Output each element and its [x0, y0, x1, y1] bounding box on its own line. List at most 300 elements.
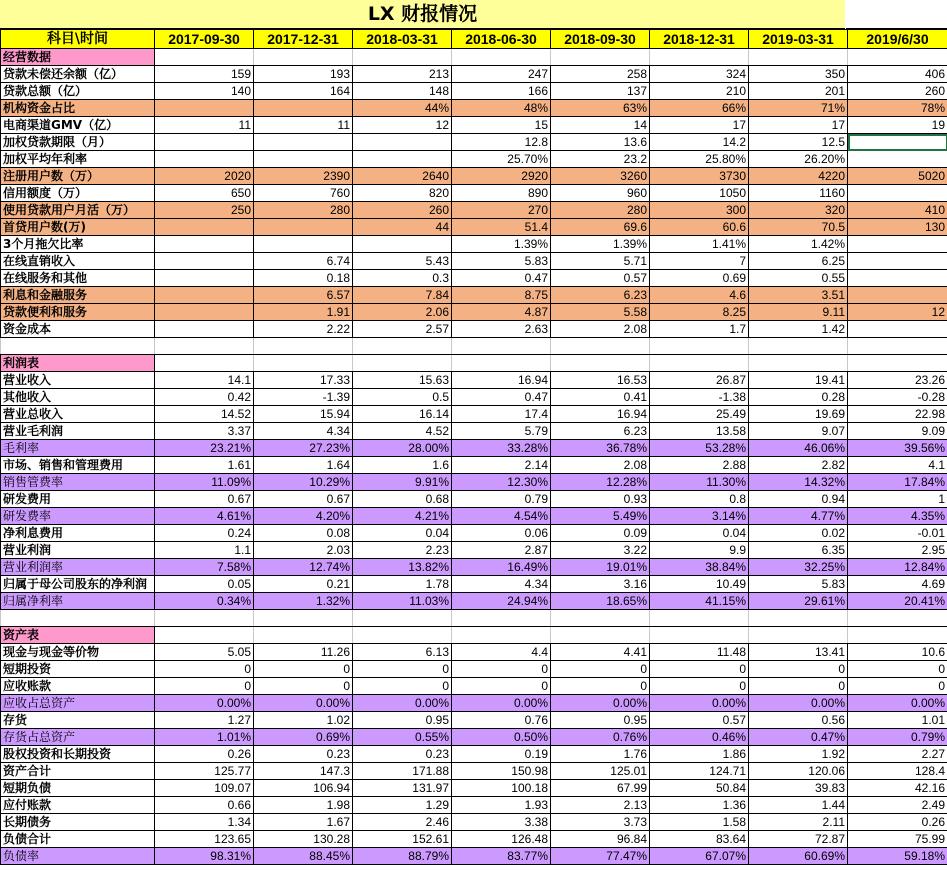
value-cell[interactable]: 0.79% — [848, 729, 947, 746]
empty-cell[interactable] — [846, 0, 947, 29]
header-period-cell[interactable]: 2018-06-30 — [452, 30, 551, 49]
value-cell[interactable]: 5.58 — [551, 304, 650, 321]
value-cell[interactable]: 14.52 — [155, 406, 254, 423]
value-cell[interactable] — [155, 627, 254, 644]
row-label-cell[interactable]: 营业利润率 — [1, 559, 155, 576]
value-cell[interactable]: 83.64 — [650, 831, 749, 848]
value-cell[interactable]: 4.87 — [452, 304, 551, 321]
value-cell[interactable]: 247 — [452, 66, 551, 83]
row-label-cell[interactable]: 其他收入 — [1, 389, 155, 406]
value-cell[interactable] — [155, 100, 254, 117]
value-cell[interactable]: 0.41 — [551, 389, 650, 406]
row-label-cell[interactable]: 信用额度（万） — [1, 185, 155, 202]
value-cell[interactable]: 1160 — [749, 185, 848, 202]
value-cell[interactable] — [650, 355, 749, 372]
value-cell[interactable]: 137 — [551, 83, 650, 100]
value-cell[interactable] — [353, 627, 452, 644]
value-cell[interactable]: 3.14% — [650, 508, 749, 525]
value-cell[interactable] — [353, 134, 452, 151]
value-cell[interactable]: 2.27 — [848, 746, 947, 763]
value-cell[interactable]: 17 — [749, 117, 848, 134]
value-cell[interactable]: 11.30% — [650, 474, 749, 491]
value-cell[interactable]: 51.4 — [452, 219, 551, 236]
value-cell[interactable]: 126.48 — [452, 831, 551, 848]
value-cell[interactable]: 148 — [353, 83, 452, 100]
value-cell[interactable]: 19.01% — [551, 559, 650, 576]
value-cell[interactable] — [155, 49, 254, 66]
value-cell[interactable]: 25.70% — [452, 151, 551, 168]
value-cell[interactable]: 0.93 — [551, 491, 650, 508]
value-cell[interactable] — [452, 610, 551, 627]
row-label-cell[interactable]: 注册用户数（万） — [1, 168, 155, 185]
value-cell[interactable]: 0.00% — [749, 695, 848, 712]
value-cell[interactable]: 4.69 — [848, 576, 947, 593]
value-cell[interactable]: 1.42% — [749, 236, 848, 253]
value-cell[interactable] — [254, 134, 353, 151]
value-cell[interactable]: 26.20% — [749, 151, 848, 168]
value-cell[interactable]: 33.28% — [452, 440, 551, 457]
row-label-cell[interactable]: 研发费用 — [1, 491, 155, 508]
value-cell[interactable]: 4.1 — [848, 457, 947, 474]
value-cell[interactable]: 0 — [155, 661, 254, 678]
value-cell[interactable]: 193 — [254, 66, 353, 83]
value-cell[interactable]: 2.14 — [452, 457, 551, 474]
value-cell[interactable]: 26.87 — [650, 372, 749, 389]
value-cell[interactable]: 15.63 — [353, 372, 452, 389]
row-label-cell[interactable]: 贷款总额（亿） — [1, 83, 155, 100]
value-cell[interactable]: 0.47% — [749, 729, 848, 746]
value-cell[interactable] — [155, 321, 254, 338]
value-cell[interactable]: 0.55% — [353, 729, 452, 746]
value-cell[interactable]: 164 — [254, 83, 353, 100]
row-label-cell[interactable]: 利息和金融服务 — [1, 287, 155, 304]
section-title-cell[interactable]: 利润表 — [1, 355, 155, 372]
value-cell[interactable]: 0.94 — [749, 491, 848, 508]
header-period-cell[interactable]: 2017-09-30 — [155, 30, 254, 49]
value-cell[interactable]: 2.46 — [353, 814, 452, 831]
value-cell[interactable]: 50.84 — [650, 780, 749, 797]
value-cell[interactable]: 12.5 — [749, 134, 848, 151]
row-label-cell[interactable]: 净利息费用 — [1, 525, 155, 542]
value-cell[interactable] — [551, 627, 650, 644]
value-cell[interactable]: 890 — [452, 185, 551, 202]
value-cell[interactable]: 0.95 — [551, 712, 650, 729]
value-cell[interactable]: 0.00% — [848, 695, 947, 712]
value-cell[interactable]: 36.78% — [551, 440, 650, 457]
value-cell[interactable]: 320 — [749, 202, 848, 219]
value-cell[interactable]: 5.71 — [551, 253, 650, 270]
value-cell[interactable] — [551, 610, 650, 627]
value-cell[interactable]: 140 — [155, 83, 254, 100]
value-cell[interactable]: 6.35 — [749, 542, 848, 559]
value-cell[interactable]: 260 — [848, 83, 947, 100]
value-cell[interactable]: 0.02 — [749, 525, 848, 542]
row-label-cell[interactable]: 销售管费率 — [1, 474, 155, 491]
value-cell[interactable]: 0 — [551, 661, 650, 678]
value-cell[interactable]: 12 — [848, 304, 947, 321]
value-cell[interactable]: 42.16 — [848, 780, 947, 797]
value-cell[interactable]: 0.28 — [749, 389, 848, 406]
value-cell[interactable]: 25.49 — [650, 406, 749, 423]
value-cell[interactable]: 2020 — [155, 168, 254, 185]
value-cell[interactable]: 17.4 — [452, 406, 551, 423]
value-cell[interactable]: 0.06 — [452, 525, 551, 542]
value-cell[interactable]: 16.14 — [353, 406, 452, 423]
row-label-cell[interactable]: 应收占总资产 — [1, 695, 155, 712]
row-label-cell[interactable]: 使用贷款用户月活（万） — [1, 202, 155, 219]
value-cell[interactable] — [749, 627, 848, 644]
value-cell[interactable]: 22.98 — [848, 406, 947, 423]
value-cell[interactable]: 11.48 — [650, 644, 749, 661]
value-cell[interactable]: 2.06 — [353, 304, 452, 321]
value-cell[interactable]: 0.24 — [155, 525, 254, 542]
row-label-cell[interactable]: 股权投资和长期投资 — [1, 746, 155, 763]
row-label-cell[interactable]: 短期投资 — [1, 661, 155, 678]
value-cell[interactable] — [155, 304, 254, 321]
value-cell[interactable]: 6.74 — [254, 253, 353, 270]
value-cell[interactable]: 78% — [848, 100, 947, 117]
row-label-cell[interactable] — [1, 610, 155, 627]
value-cell[interactable] — [848, 151, 947, 168]
row-label-cell[interactable]: 加权平均年利率 — [1, 151, 155, 168]
value-cell[interactable]: 17.33 — [254, 372, 353, 389]
value-cell[interactable]: 10.29% — [254, 474, 353, 491]
value-cell[interactable]: 150.98 — [452, 763, 551, 780]
value-cell[interactable] — [452, 355, 551, 372]
value-cell[interactable]: 7.58% — [155, 559, 254, 576]
value-cell[interactable]: 77.47% — [551, 848, 650, 865]
value-cell[interactable]: 0 — [551, 678, 650, 695]
value-cell[interactable]: 8.25 — [650, 304, 749, 321]
value-cell[interactable]: 147.3 — [254, 763, 353, 780]
value-cell[interactable] — [650, 610, 749, 627]
row-label-cell[interactable]: 贷款便利和服务 — [1, 304, 155, 321]
value-cell[interactable]: 4.6 — [650, 287, 749, 304]
value-cell[interactable]: 1.01% — [155, 729, 254, 746]
value-cell[interactable]: 1.7 — [650, 321, 749, 338]
value-cell[interactable] — [254, 627, 353, 644]
value-cell[interactable]: 201 — [749, 83, 848, 100]
row-label-cell[interactable]: 营业总收入 — [1, 406, 155, 423]
row-label-cell[interactable]: 归属于母公司股东的净利润 — [1, 576, 155, 593]
value-cell[interactable]: 0.08 — [254, 525, 353, 542]
value-cell[interactable]: 0.67 — [254, 491, 353, 508]
value-cell[interactable] — [353, 338, 452, 355]
value-cell[interactable]: 0.8 — [650, 491, 749, 508]
value-cell[interactable]: 6.23 — [551, 423, 650, 440]
value-cell[interactable]: 0.04 — [650, 525, 749, 542]
value-cell[interactable]: 66% — [650, 100, 749, 117]
value-cell[interactable]: 16.94 — [551, 406, 650, 423]
value-cell[interactable] — [155, 355, 254, 372]
value-cell[interactable]: 0.67 — [155, 491, 254, 508]
value-cell[interactable]: 5.83 — [749, 576, 848, 593]
value-cell[interactable] — [254, 219, 353, 236]
row-label-cell[interactable]: 在线直销收入 — [1, 253, 155, 270]
header-period-cell[interactable]: 2017-12-31 — [254, 30, 353, 49]
value-cell[interactable]: 4.77% — [749, 508, 848, 525]
value-cell[interactable]: 250 — [155, 202, 254, 219]
value-cell[interactable]: 1.86 — [650, 746, 749, 763]
value-cell[interactable]: 88.45% — [254, 848, 353, 865]
value-cell[interactable]: 109.07 — [155, 780, 254, 797]
value-cell[interactable]: 2.11 — [749, 814, 848, 831]
value-cell[interactable]: 14.2 — [650, 134, 749, 151]
value-cell[interactable]: 17.84% — [848, 474, 947, 491]
value-cell[interactable]: 0.5 — [353, 389, 452, 406]
value-cell[interactable]: 3730 — [650, 168, 749, 185]
value-cell[interactable]: 4.21% — [353, 508, 452, 525]
value-cell[interactable]: 0.69% — [254, 729, 353, 746]
row-label-cell[interactable]: 长期债务 — [1, 814, 155, 831]
value-cell[interactable]: 1.27 — [155, 712, 254, 729]
value-cell[interactable]: 28.00% — [353, 440, 452, 457]
row-label-cell[interactable]: 资金成本 — [1, 321, 155, 338]
value-cell[interactable]: 0 — [650, 678, 749, 695]
value-cell[interactable]: 4220 — [749, 168, 848, 185]
value-cell[interactable]: 9.9 — [650, 542, 749, 559]
value-cell[interactable]: 270 — [452, 202, 551, 219]
row-label-cell[interactable]: 毛利率 — [1, 440, 155, 457]
value-cell[interactable]: 0.00% — [155, 695, 254, 712]
row-label-cell[interactable]: 短期负债 — [1, 780, 155, 797]
value-cell[interactable]: 13.41 — [749, 644, 848, 661]
value-cell[interactable]: 1.32% — [254, 593, 353, 610]
value-cell[interactable]: 0 — [452, 678, 551, 695]
value-cell[interactable]: 0.47 — [452, 389, 551, 406]
value-cell[interactable]: 71% — [749, 100, 848, 117]
value-cell[interactable]: 2.08 — [551, 457, 650, 474]
value-cell[interactable]: 0.00% — [254, 695, 353, 712]
value-cell[interactable]: 6.25 — [749, 253, 848, 270]
value-cell[interactable] — [749, 49, 848, 66]
value-cell[interactable]: 280 — [551, 202, 650, 219]
value-cell[interactable]: 3.16 — [551, 576, 650, 593]
value-cell[interactable]: 67.07% — [650, 848, 749, 865]
value-cell[interactable]: 15.94 — [254, 406, 353, 423]
value-cell[interactable]: 1.58 — [650, 814, 749, 831]
value-cell[interactable] — [254, 338, 353, 355]
header-period-cell[interactable]: 2018-03-31 — [353, 30, 452, 49]
value-cell[interactable]: 23.26 — [848, 372, 947, 389]
value-cell[interactable] — [155, 219, 254, 236]
row-label-cell[interactable]: 电商渠道GMV（亿） — [1, 117, 155, 134]
value-cell[interactable]: 3.37 — [155, 423, 254, 440]
value-cell[interactable]: 19.69 — [749, 406, 848, 423]
value-cell[interactable]: 100.18 — [452, 780, 551, 797]
value-cell[interactable] — [848, 270, 947, 287]
value-cell[interactable]: 350 — [749, 66, 848, 83]
value-cell[interactable] — [155, 338, 254, 355]
row-label-cell[interactable]: 首贷用户数(万) — [1, 219, 155, 236]
value-cell[interactable] — [749, 338, 848, 355]
row-label-cell[interactable]: 贷款未偿还余额（亿） — [1, 66, 155, 83]
row-label-cell[interactable]: 机构资金占比 — [1, 100, 155, 117]
value-cell[interactable]: 0.66 — [155, 797, 254, 814]
value-cell[interactable]: 1.42 — [749, 321, 848, 338]
value-cell[interactable] — [155, 610, 254, 627]
value-cell[interactable]: 5.43 — [353, 253, 452, 270]
value-cell[interactable] — [848, 236, 947, 253]
value-cell[interactable] — [551, 49, 650, 66]
value-cell[interactable]: 60.69% — [749, 848, 848, 865]
value-cell[interactable] — [848, 338, 947, 355]
value-cell[interactable] — [452, 338, 551, 355]
value-cell[interactable]: 130 — [848, 219, 947, 236]
value-cell[interactable]: 650 — [155, 185, 254, 202]
header-label-cell[interactable]: 科目\时间 — [1, 30, 155, 49]
value-cell[interactable]: 0.69 — [650, 270, 749, 287]
value-cell[interactable]: 0 — [848, 661, 947, 678]
value-cell[interactable] — [848, 134, 947, 151]
value-cell[interactable]: 0 — [254, 678, 353, 695]
value-cell[interactable] — [155, 151, 254, 168]
value-cell[interactable]: 11 — [254, 117, 353, 134]
value-cell[interactable]: 29.61% — [749, 593, 848, 610]
value-cell[interactable]: 4.4 — [452, 644, 551, 661]
value-cell[interactable]: 2.82 — [749, 457, 848, 474]
value-cell[interactable]: 44% — [353, 100, 452, 117]
value-cell[interactable]: 4.35% — [848, 508, 947, 525]
row-label-cell[interactable]: 在线服务和其他 — [1, 270, 155, 287]
value-cell[interactable]: 760 — [254, 185, 353, 202]
value-cell[interactable]: 1.64 — [254, 457, 353, 474]
value-cell[interactable]: 2.03 — [254, 542, 353, 559]
value-cell[interactable]: 53.28% — [650, 440, 749, 457]
value-cell[interactable]: 1.39% — [551, 236, 650, 253]
value-cell[interactable]: 0.46% — [650, 729, 749, 746]
value-cell[interactable]: -1.39 — [254, 389, 353, 406]
value-cell[interactable]: 19.41 — [749, 372, 848, 389]
value-cell[interactable] — [353, 236, 452, 253]
value-cell[interactable]: 0.00% — [551, 695, 650, 712]
value-cell[interactable]: 38.84% — [650, 559, 749, 576]
value-cell[interactable] — [254, 151, 353, 168]
value-cell[interactable]: 0 — [155, 678, 254, 695]
value-cell[interactable]: 8.75 — [452, 287, 551, 304]
value-cell[interactable] — [353, 49, 452, 66]
value-cell[interactable]: 4.41 — [551, 644, 650, 661]
value-cell[interactable]: 2.08 — [551, 321, 650, 338]
value-cell[interactable]: 39.83 — [749, 780, 848, 797]
value-cell[interactable]: 6.23 — [551, 287, 650, 304]
value-cell[interactable]: 48% — [452, 100, 551, 117]
value-cell[interactable] — [353, 151, 452, 168]
value-cell[interactable] — [848, 321, 947, 338]
value-cell[interactable]: 1.93 — [452, 797, 551, 814]
value-cell[interactable]: 2.13 — [551, 797, 650, 814]
value-cell[interactable]: 2390 — [254, 168, 353, 185]
value-cell[interactable]: 820 — [353, 185, 452, 202]
value-cell[interactable]: 11.03% — [353, 593, 452, 610]
value-cell[interactable]: 9.91% — [353, 474, 452, 491]
value-cell[interactable]: 0 — [749, 661, 848, 678]
value-cell[interactable]: 130.28 — [254, 831, 353, 848]
value-cell[interactable]: 9.11 — [749, 304, 848, 321]
value-cell[interactable]: 12 — [353, 117, 452, 134]
value-cell[interactable]: 0.42 — [155, 389, 254, 406]
row-label-cell[interactable]: 研发费率 — [1, 508, 155, 525]
value-cell[interactable]: 12.30% — [452, 474, 551, 491]
value-cell[interactable]: 2920 — [452, 168, 551, 185]
value-cell[interactable]: 3.51 — [749, 287, 848, 304]
value-cell[interactable]: 258 — [551, 66, 650, 83]
value-cell[interactable]: 0.04 — [353, 525, 452, 542]
value-cell[interactable]: 4.34 — [452, 576, 551, 593]
value-cell[interactable]: 0.68 — [353, 491, 452, 508]
value-cell[interactable]: 44 — [353, 219, 452, 236]
value-cell[interactable]: 1.41% — [650, 236, 749, 253]
value-cell[interactable]: 25.80% — [650, 151, 749, 168]
value-cell[interactable]: 1.01 — [848, 712, 947, 729]
value-cell[interactable]: 13.82% — [353, 559, 452, 576]
value-cell[interactable]: 4.34 — [254, 423, 353, 440]
value-cell[interactable]: 0.00% — [650, 695, 749, 712]
value-cell[interactable]: 32.25% — [749, 559, 848, 576]
value-cell[interactable]: 3260 — [551, 168, 650, 185]
value-cell[interactable] — [848, 355, 947, 372]
value-cell[interactable]: 2.57 — [353, 321, 452, 338]
value-cell[interactable]: -0.01 — [848, 525, 947, 542]
value-cell[interactable]: 1.98 — [254, 797, 353, 814]
value-cell[interactable]: 41.15% — [650, 593, 749, 610]
value-cell[interactable]: 1050 — [650, 185, 749, 202]
value-cell[interactable] — [551, 355, 650, 372]
row-label-cell[interactable]: 3个月拖欠比率 — [1, 236, 155, 253]
value-cell[interactable]: 0.05 — [155, 576, 254, 593]
value-cell[interactable] — [155, 287, 254, 304]
value-cell[interactable]: 67.99 — [551, 780, 650, 797]
value-cell[interactable]: 1.1 — [155, 542, 254, 559]
value-cell[interactable]: 123.65 — [155, 831, 254, 848]
value-cell[interactable]: 23.2 — [551, 151, 650, 168]
value-cell[interactable]: 2640 — [353, 168, 452, 185]
header-period-cell[interactable]: 2019-03-31 — [749, 30, 848, 49]
value-cell[interactable]: 300 — [650, 202, 749, 219]
value-cell[interactable]: 1.91 — [254, 304, 353, 321]
value-cell[interactable]: 88.79% — [353, 848, 452, 865]
value-cell[interactable]: 0.23 — [254, 746, 353, 763]
value-cell[interactable] — [848, 185, 947, 202]
value-cell[interactable] — [551, 338, 650, 355]
value-cell[interactable]: 3.38 — [452, 814, 551, 831]
value-cell[interactable]: 0.50% — [452, 729, 551, 746]
value-cell[interactable]: 0.47 — [452, 270, 551, 287]
value-cell[interactable] — [452, 49, 551, 66]
value-cell[interactable] — [749, 355, 848, 372]
value-cell[interactable]: 9.07 — [749, 423, 848, 440]
value-cell[interactable]: 1.6 — [353, 457, 452, 474]
value-cell[interactable]: 5.05 — [155, 644, 254, 661]
value-cell[interactable]: 0.23 — [353, 746, 452, 763]
value-cell[interactable]: 6.57 — [254, 287, 353, 304]
header-period-cell[interactable]: 2018-12-31 — [650, 30, 749, 49]
value-cell[interactable]: 0.95 — [353, 712, 452, 729]
value-cell[interactable]: 72.87 — [749, 831, 848, 848]
value-cell[interactable]: 0 — [353, 661, 452, 678]
value-cell[interactable]: 60.6 — [650, 219, 749, 236]
value-cell[interactable] — [155, 236, 254, 253]
value-cell[interactable]: 63% — [551, 100, 650, 117]
value-cell[interactable]: 13.58 — [650, 423, 749, 440]
row-label-cell[interactable]: 营业收入 — [1, 372, 155, 389]
value-cell[interactable]: 0.55 — [749, 270, 848, 287]
value-cell[interactable]: 70.5 — [749, 219, 848, 236]
value-cell[interactable]: 2.49 — [848, 797, 947, 814]
section-title-cell[interactable]: 资产表 — [1, 627, 155, 644]
value-cell[interactable]: 1.39% — [452, 236, 551, 253]
value-cell[interactable]: 3.73 — [551, 814, 650, 831]
